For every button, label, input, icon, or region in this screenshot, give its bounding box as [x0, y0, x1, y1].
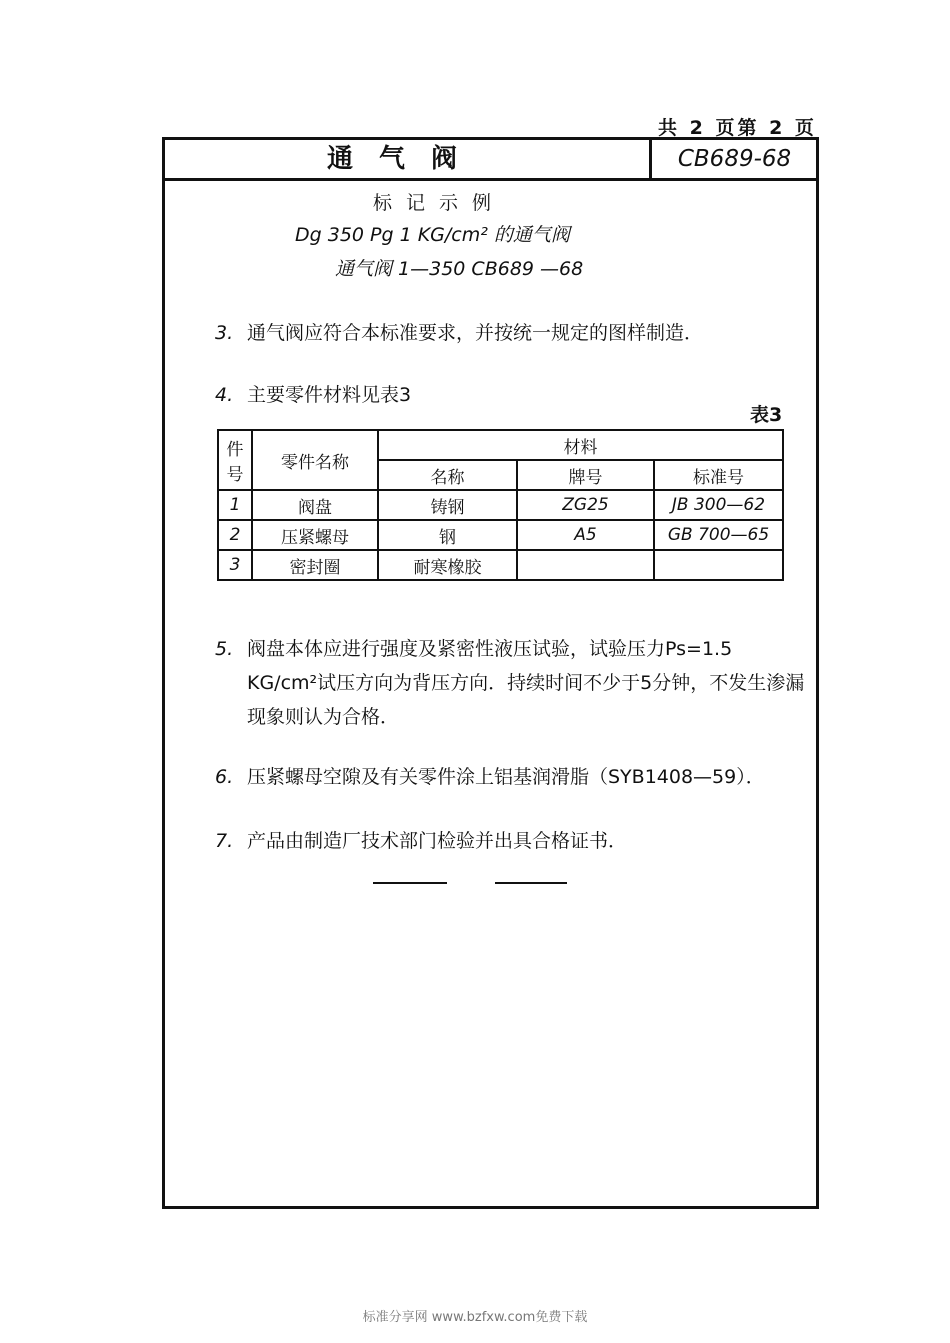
cell-name: 耐寒橡胶 — [378, 550, 517, 580]
cell-name: 钢 — [378, 520, 517, 550]
header-divider — [649, 140, 652, 178]
item-5 — [215, 632, 805, 734]
item-7 — [215, 824, 805, 858]
cell-part: 压紧螺母 — [252, 520, 378, 550]
col-header-material: 材料 — [378, 430, 783, 460]
item-text: 主要零件材料见表3 — [247, 384, 412, 406]
standard-code: CB689-68 — [677, 146, 792, 172]
table-header-row — [218, 430, 783, 460]
cell-standard — [654, 550, 783, 580]
item-6 — [215, 760, 805, 794]
cell-num: 1 — [218, 490, 252, 520]
cell-grade: ZG25 — [517, 490, 654, 520]
table-ref: 表3 — [750, 404, 783, 426]
item-text: 产品由制造厂技术部门检验并出具合格证书． — [247, 830, 628, 852]
cell-part: 阀盘 — [252, 490, 378, 520]
cell-num: 3 — [218, 550, 252, 580]
col-header-standard: 标准号 — [654, 460, 783, 490]
cell-name: 铸钢 — [378, 490, 517, 520]
item-number: 5. — [215, 638, 234, 660]
cell-grade: A5 — [517, 520, 654, 550]
table-row — [218, 550, 783, 580]
item-text: 压紧螺母空隙及有关零件涂上铝基润滑脂（SYB1408—59）． — [247, 766, 765, 788]
document-title: 通气阀 — [326, 144, 483, 174]
footer-watermark: 标准分享网 www.bzfxw.com免费下载 — [362, 1310, 588, 1325]
item-text: 阀盘本体应进行强度及紧密性液压试验，试验压力Ps=1.5 KG/cm²试压方向为背压方向．持续时间不少于5分钟，不发生渗漏现象则认为合格． — [247, 638, 805, 728]
col-header-part: 零件名称 — [252, 430, 378, 490]
marking-line-1: Dg 350 Pg 1 KG/cm² 的通气阀 — [295, 224, 570, 246]
cell-num: 2 — [218, 520, 252, 550]
col-header-name: 名称 — [378, 460, 517, 490]
marking-title: 标记示例 — [373, 192, 506, 214]
cell-part: 密封圈 — [252, 550, 378, 580]
table-row — [218, 490, 783, 520]
item-3 — [215, 316, 795, 350]
cell-grade — [517, 550, 654, 580]
header — [165, 140, 816, 181]
col-header-grade: 牌号 — [517, 460, 654, 490]
page-count: 共 2 页第 2 页 — [658, 117, 817, 139]
end-rule-left — [373, 882, 447, 884]
document-frame — [162, 137, 819, 1209]
item-number: 6. — [215, 766, 234, 788]
item-number: 7. — [215, 830, 234, 852]
cell-standard: JB 300—62 — [654, 490, 783, 520]
item-number: 4. — [215, 384, 234, 406]
cell-standard: GB 700—65 — [654, 520, 783, 550]
end-rule-right — [495, 882, 567, 884]
table-row — [218, 520, 783, 550]
materials-table — [217, 429, 784, 581]
item-4 — [215, 378, 795, 412]
item-text: 通气阀应符合本标准要求，并按统一规定的图样制造． — [247, 322, 704, 344]
item-number: 3. — [215, 322, 234, 344]
marking-line-2: 通气阀 1—350 CB689 —68 — [335, 258, 584, 280]
col-header-num: 件号 — [218, 430, 252, 490]
